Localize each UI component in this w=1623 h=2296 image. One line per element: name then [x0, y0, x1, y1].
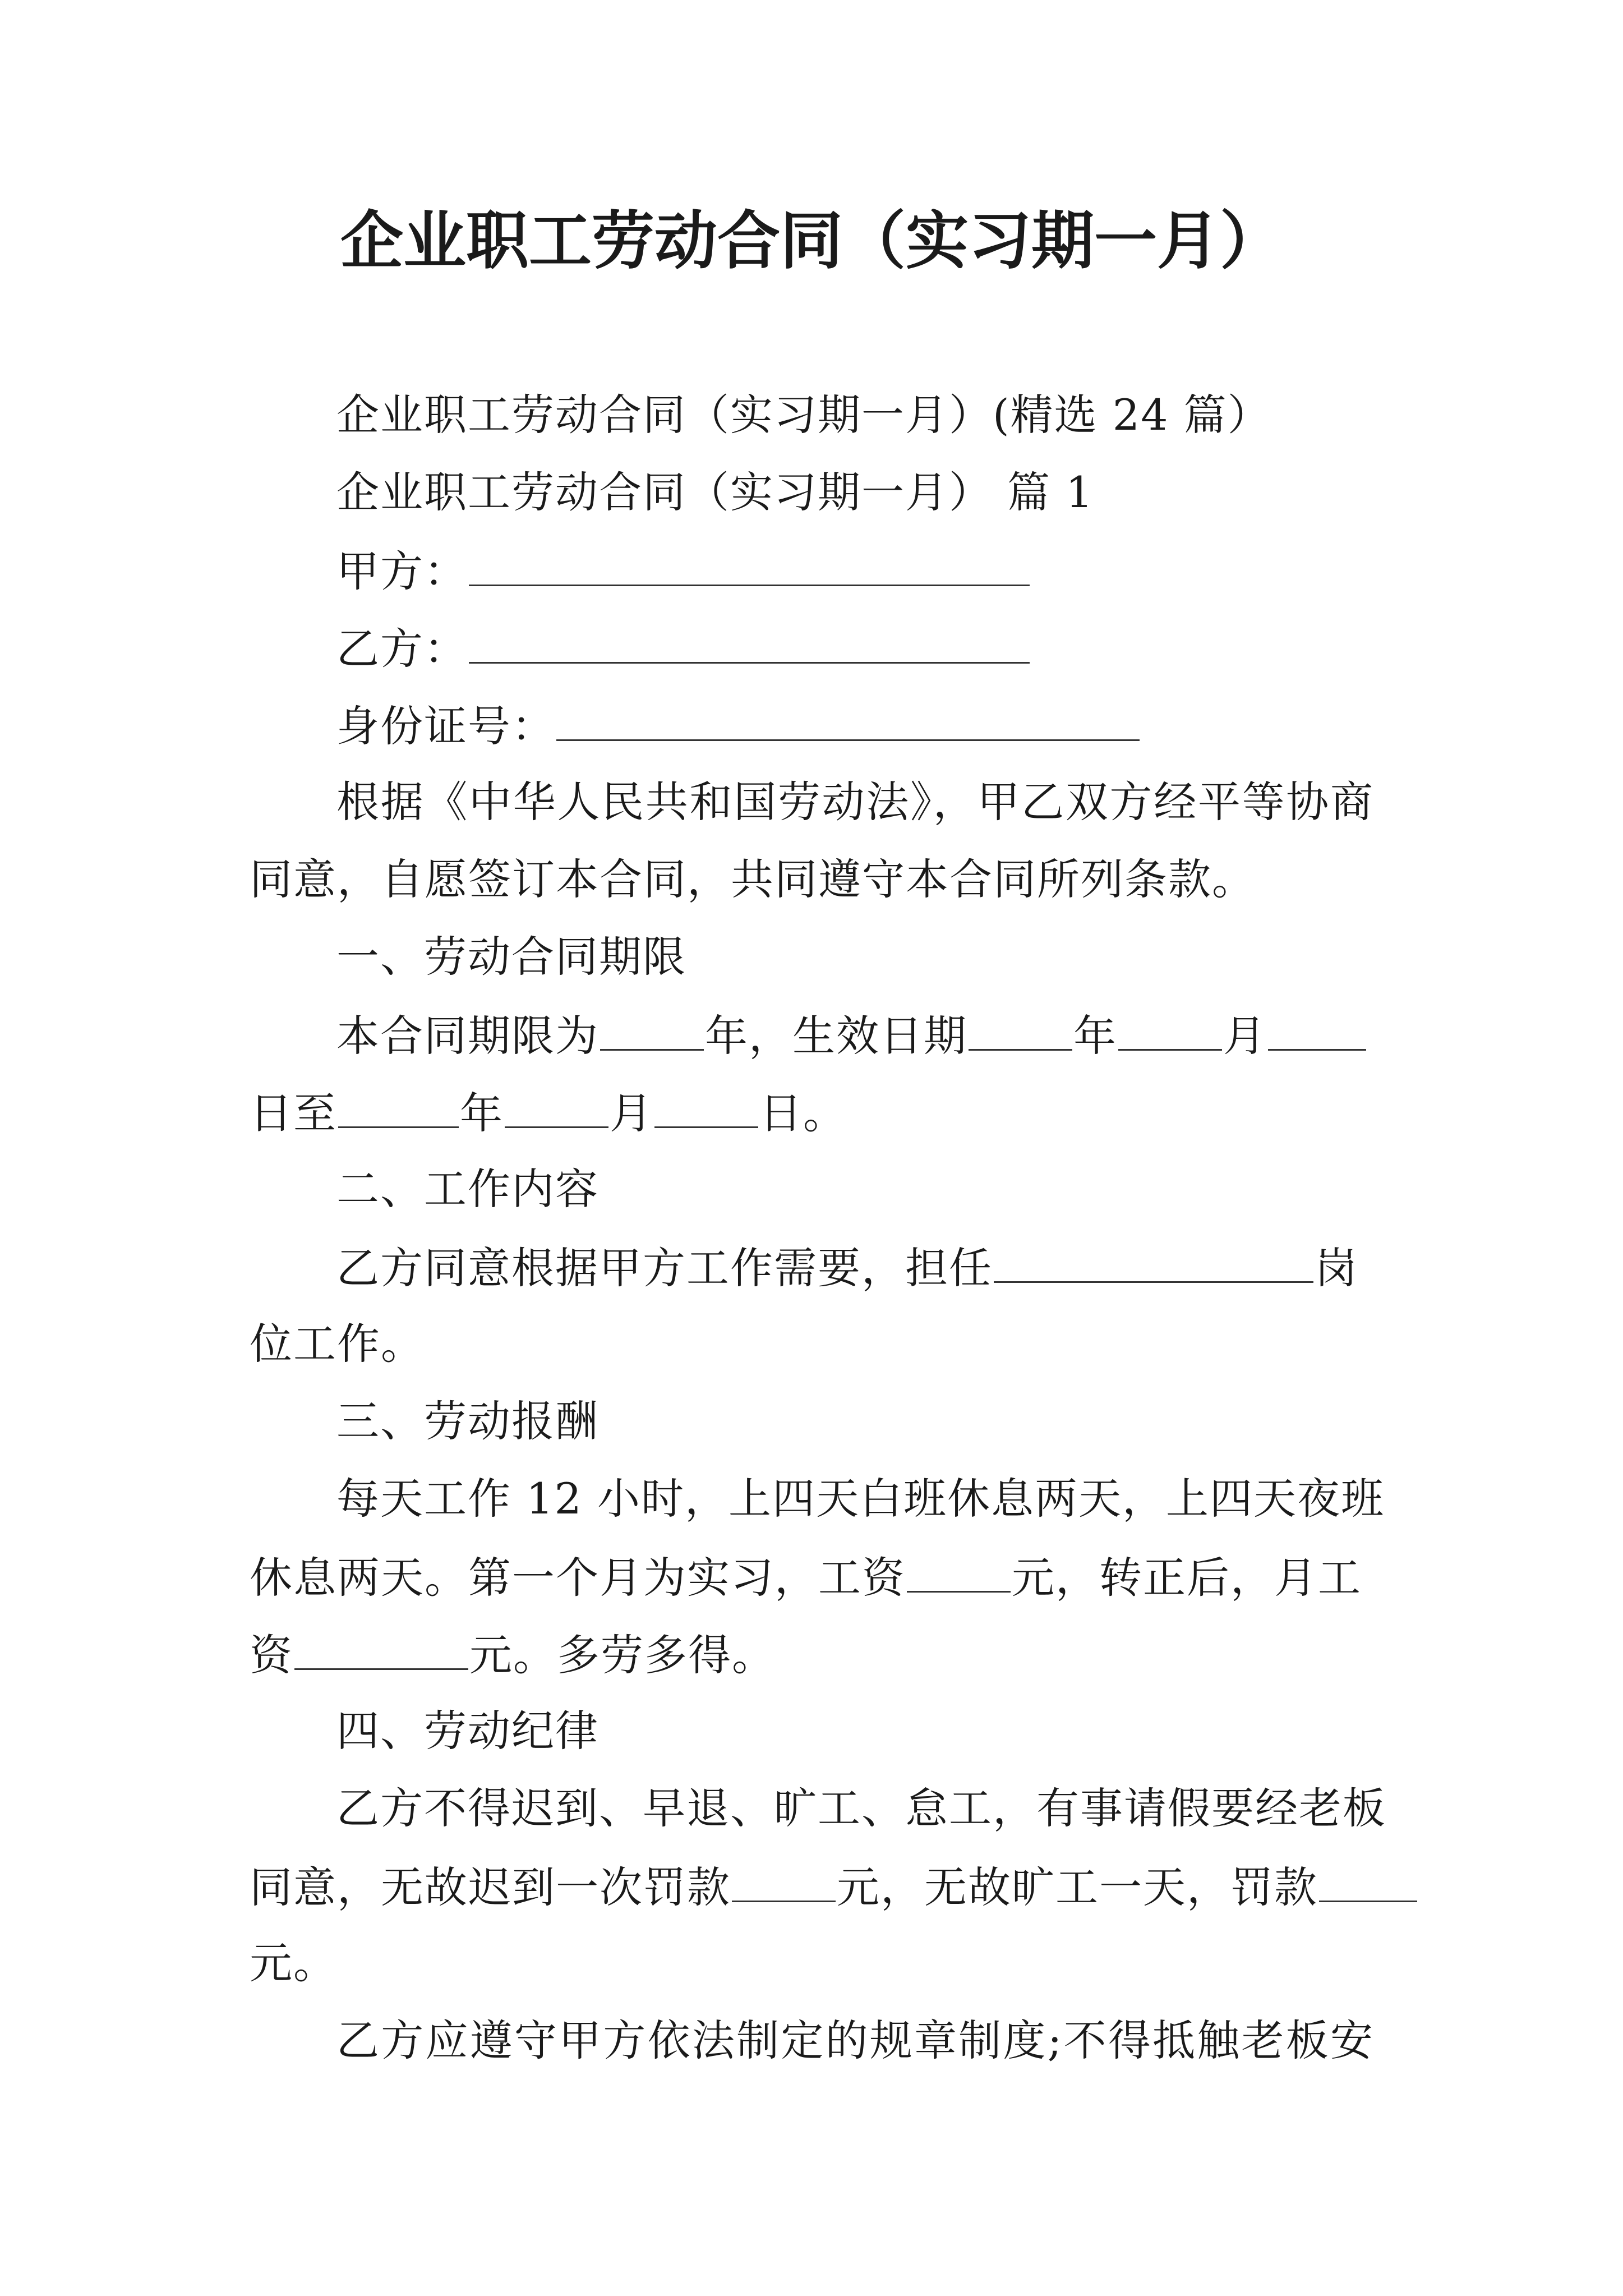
- term-text-e: 日至: [250, 1088, 337, 1138]
- term-text-c: 年: [1073, 1011, 1117, 1061]
- term-text-h: 日。: [759, 1088, 847, 1138]
- rules-line-1: 乙方应遵守甲方依法制定的规章制度;不得抵触老板安: [336, 2016, 1374, 2065]
- intro-line-1: 根据《中华人民共和国劳动法》，甲乙双方经平等协商: [336, 777, 1374, 827]
- end-day-blank: [654, 1084, 758, 1128]
- pay-text-d: 元。多劳多得。: [469, 1630, 776, 1680]
- discipline-text-b: 元，无故旷工一天，罚款: [837, 1862, 1318, 1912]
- start-month-blank: [1118, 1006, 1222, 1051]
- id-number-blank: [556, 697, 1140, 741]
- start-day-blank: [1268, 1006, 1366, 1051]
- term-text-g: 月: [610, 1088, 653, 1138]
- term-line-1: [336, 1006, 1367, 1064]
- party-a-label: 甲方：: [336, 546, 468, 596]
- section-heading: 企业职工劳动合同（实习期一月） 篇 1: [336, 467, 1094, 517]
- pay-line-1: 每天工作 12 小时，上四天白班休息两天，上四天夜班: [336, 1474, 1385, 1524]
- position-blank: [994, 1239, 1313, 1283]
- monthly-wage-blank: [294, 1626, 468, 1670]
- party-b-blank: [469, 619, 1030, 664]
- late-fine-blank: [732, 1858, 836, 1902]
- heading-pay: 三、劳动报酬: [336, 1396, 599, 1446]
- id-number-field: [336, 697, 1141, 754]
- pay-text-c: 资: [250, 1630, 293, 1680]
- discipline-line-3: 元。: [250, 1938, 337, 1988]
- term-text-f: 年: [460, 1088, 504, 1138]
- discipline-text-a: 同意，无故迟到一次罚款: [250, 1862, 731, 1912]
- document-subtitle: 企业职工劳动合同（实习期一月）(精选 24 篇）: [336, 390, 1271, 440]
- document-title: 企业职工劳动合同（实习期一月）: [340, 204, 1283, 278]
- heading-discipline: 四、劳动纪律: [336, 1706, 599, 1756]
- pay-text-b: 元，转正后，月工: [1012, 1553, 1362, 1603]
- party-b-label: 乙方：: [336, 624, 468, 674]
- term-text-a: 本合同期限为: [336, 1011, 599, 1061]
- absence-fine-blank: [1319, 1858, 1417, 1902]
- party-a-blank: [469, 542, 1030, 586]
- work-line-2: 位工作。: [250, 1319, 425, 1369]
- pay-line-3: [250, 1626, 776, 1683]
- pay-text-a: 休息两天。第一个月为实习，工资: [250, 1553, 906, 1603]
- end-year-blank: [338, 1084, 459, 1128]
- term-text-b: 年，生效日期: [705, 1011, 967, 1061]
- work-line-1: [336, 1239, 1358, 1296]
- party-b-field: [336, 619, 1031, 677]
- work-text-a: 乙方同意根据甲方工作需要，担任: [336, 1243, 993, 1293]
- discipline-line-1: 乙方不得迟到、早退、旷工、怠工，有事请假要经老板: [336, 1783, 1386, 1833]
- pay-line-2: [250, 1548, 1362, 1606]
- end-month-blank: [505, 1084, 608, 1128]
- term-years-blank: [600, 1006, 704, 1051]
- heading-term: 一、劳动合同期限: [336, 932, 686, 982]
- start-year-blank: [969, 1006, 1072, 1051]
- work-text-b: 岗: [1315, 1243, 1358, 1293]
- discipline-line-2: [250, 1858, 1418, 1916]
- heading-work: 二、工作内容: [336, 1164, 599, 1214]
- term-line-2: [250, 1084, 847, 1142]
- id-number-label: 身份证号：: [336, 701, 555, 751]
- party-a-field: [336, 542, 1031, 600]
- intro-line-2: 同意，自愿签订本合同，共同遵守本合同所列条款。: [250, 854, 1256, 904]
- trial-wage-blank: [907, 1548, 1011, 1593]
- term-text-d: 月: [1223, 1011, 1267, 1061]
